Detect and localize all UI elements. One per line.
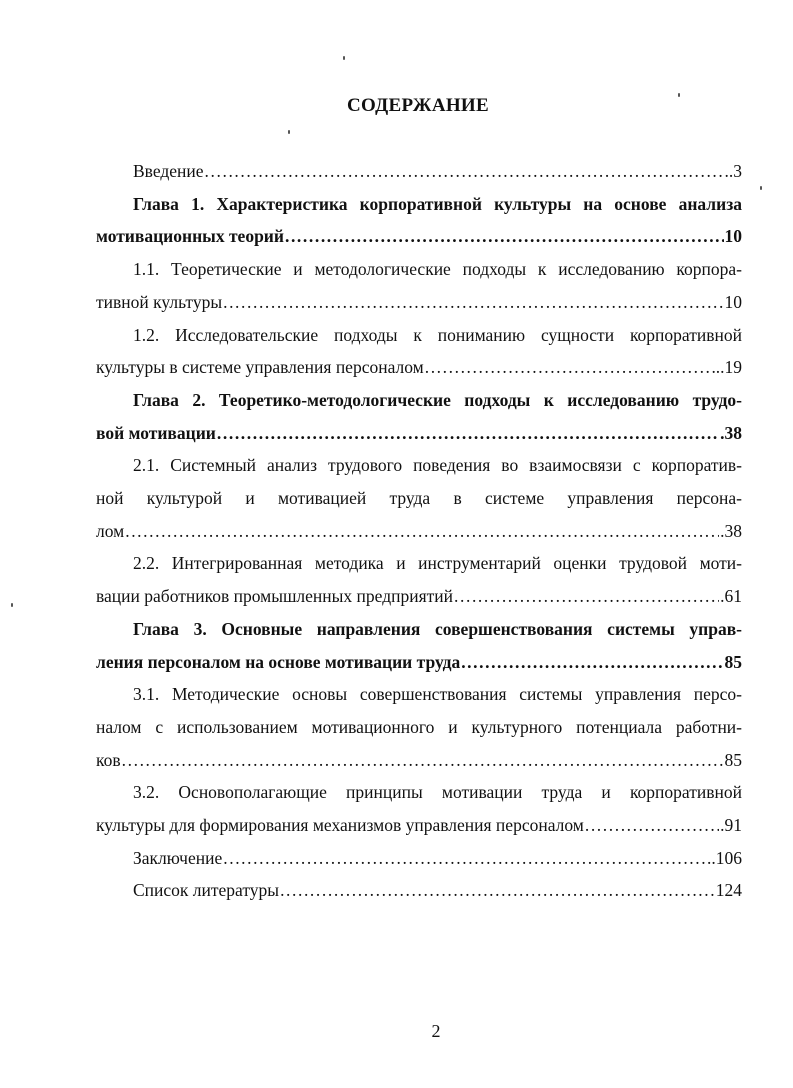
table-of-contents — [96, 155, 742, 907]
toc-entry-page: 124 — [715, 880, 742, 901]
toc-entry-label: Введение — [133, 161, 204, 181]
toc-entry-chapter-1 — [96, 220, 742, 253]
toc-entry-label: вой мотивации — [96, 422, 216, 443]
toc-entry-section-2-2 — [96, 580, 742, 613]
leader-dots — [461, 646, 723, 679]
toc-entry-label: ков — [96, 749, 121, 770]
toc-entry-label: лом — [96, 520, 125, 541]
leader-dots — [125, 515, 719, 548]
toc-entry-page: 10 — [724, 226, 742, 247]
leader-dots — [425, 351, 715, 384]
toc-entry-chapter-2-text: Глава 2. Теоретико-методологические подходы к исследованию трудо- — [133, 389, 742, 410]
toc-entry-references — [96, 874, 742, 907]
toc-entry-page: 10 — [724, 291, 742, 312]
toc-entry-section-2-2-text: 2.2. Интегрированная методика и инструментарий оценки трудовой моти- — [133, 553, 742, 574]
toc-entry-section-3-1-text-cont: налом с использованием мотивационного и культурного потенциала работни- — [96, 716, 742, 737]
toc-entry-label: культуры для формирования механизмов управления персоналом — [96, 815, 584, 836]
toc-entry-section-2-1 — [96, 515, 742, 548]
leader-dots — [205, 155, 724, 188]
leader-dots — [285, 220, 724, 253]
toc-entry-page: .38 — [720, 422, 742, 443]
leader-dots — [454, 580, 719, 613]
scan-speck — [678, 93, 680, 97]
leader-dots — [223, 286, 723, 319]
toc-entry-label: вации работников промышленных предприятий — [96, 586, 454, 607]
toc-entry-section-1-2-text: 1.2. Исследовательские подходы к пониманию сущности корпоративной — [133, 324, 742, 345]
toc-entry-section-1-1-text: 1.1. Теоретические и методологические подходы к исследованию корпора- — [133, 259, 742, 280]
scan-speck — [288, 130, 290, 134]
toc-entry-section-1-2 — [96, 351, 742, 384]
toc-entry-chapter-1-text: Глава 1. Характеристика корпоративной культуры на основе анализа — [133, 193, 742, 214]
leader-dots — [122, 744, 724, 777]
toc-entry-page: .61 — [720, 586, 742, 607]
toc-entry-section-3-1 — [96, 744, 742, 777]
toc-entry-label: культуры в системе управления персоналом — [96, 357, 424, 378]
toc-entry-chapter-2 — [96, 417, 742, 450]
toc-entry-section-3-1-text: 3.1. Методические основы совершенствования системы управления персо- — [133, 684, 742, 705]
leader-dots — [217, 417, 719, 450]
toc-entry-label: ления персоналом на основе мотивации труда — [96, 651, 461, 672]
toc-entry-page: ..3 — [724, 161, 742, 181]
toc-entry-introduction — [96, 155, 742, 188]
toc-entry-label: тивной культуры — [96, 291, 223, 312]
leader-dots — [280, 874, 715, 907]
toc-entry-section-3-2 — [96, 809, 742, 842]
toc-entry-page: .91 — [720, 815, 742, 836]
leader-dots — [223, 842, 706, 875]
toc-entry-page: .38 — [720, 520, 742, 541]
toc-entry-label: Заключение — [133, 847, 223, 868]
toc-entry-label: Список литературы — [133, 880, 280, 901]
toc-entry-page: ..19 — [715, 357, 742, 378]
toc-entry-conclusion — [96, 842, 742, 875]
toc-entry-section-1-1 — [96, 286, 742, 319]
toc-entry-page: 85 — [724, 749, 742, 770]
scan-speck — [343, 56, 345, 60]
toc-entry-chapter-3 — [96, 646, 742, 679]
toc-entry-section-2-1-text: 2.1. Системный анализ трудового поведения во взаимосвязи с корпоратив- — [133, 455, 742, 476]
toc-entry-section-2-1-text-cont: ной культурой и мотивацией труда в системе управления персона- — [96, 488, 742, 509]
page-number: 2 — [431, 1021, 441, 1041]
toc-entry-section-3-2-text: 3.2. Основополагающие принципы мотивации труда и корпоративной — [133, 782, 742, 803]
page-title: СОДЕРЖАНИЕ — [347, 95, 489, 116]
scan-speck — [760, 186, 762, 190]
toc-entry-label: мотивационных теорий — [96, 226, 284, 247]
leader-dots — [585, 809, 719, 842]
toc-entry-page: ..106 — [707, 847, 742, 868]
scan-speck — [11, 603, 13, 607]
toc-entry-page: 85 — [724, 651, 742, 672]
toc-entry-chapter-3-text: Глава 3. Основные направления совершенствования системы управ- — [133, 618, 742, 639]
